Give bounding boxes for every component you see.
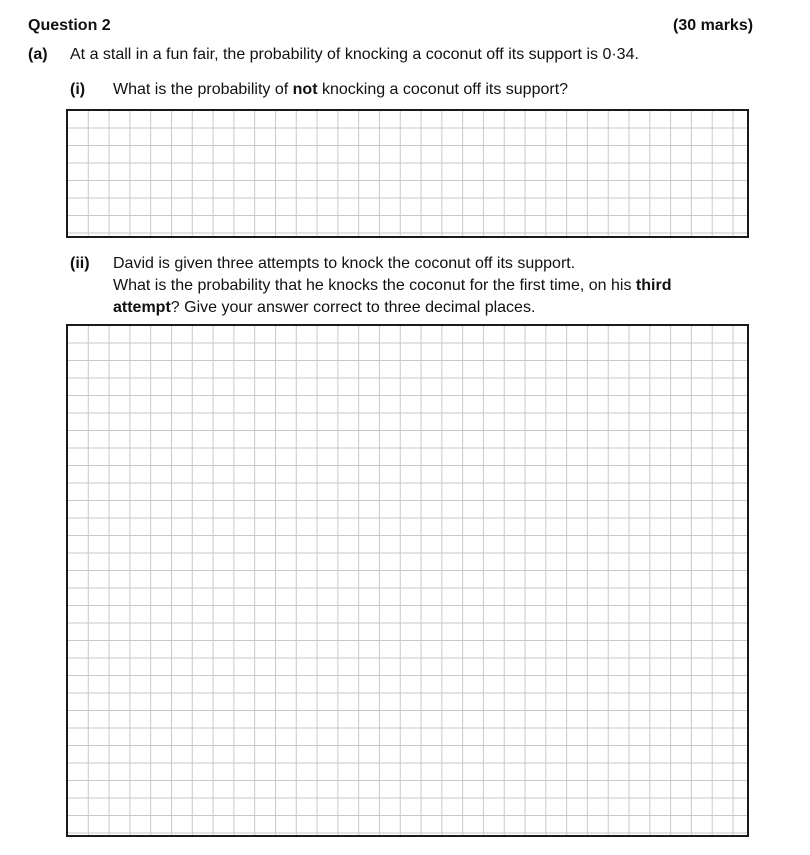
part-i-text-bold: not [292,81,318,98]
question-title: Question 2 [28,17,111,34]
part-i-text-after: knocking a coconut off its support? [317,81,569,98]
part-ii-line1: David is given three attempts to knock the coconut off its support. [113,255,576,272]
part-i-label: (i) [70,81,86,98]
part-ii-line2-before: What is the probability that he knocks the coconut for the first time, on his [113,277,636,294]
part-a-text: At a stall in a fun fair, the probability of knocking a coconut off its support is 0·34. [70,46,639,63]
part-ii-line3-bold: attempt [113,299,171,316]
answer-grid-part-ii[interactable] [66,324,749,837]
answer-grid-part-i[interactable] [66,109,749,238]
part-a-label: (a) [28,46,48,63]
part-i-text-before: What is the probability of [113,81,293,98]
part-ii-line2-bold: third [635,277,672,294]
part-ii-line3-after: ? Give your answer correct to three decimal places. [170,299,536,316]
part-ii-line3 [113,298,535,318]
part-ii-label: (ii) [70,255,90,272]
question-marks: (30 marks) [673,17,754,34]
part-i-question [113,80,568,100]
part-ii-line2 [113,276,671,296]
